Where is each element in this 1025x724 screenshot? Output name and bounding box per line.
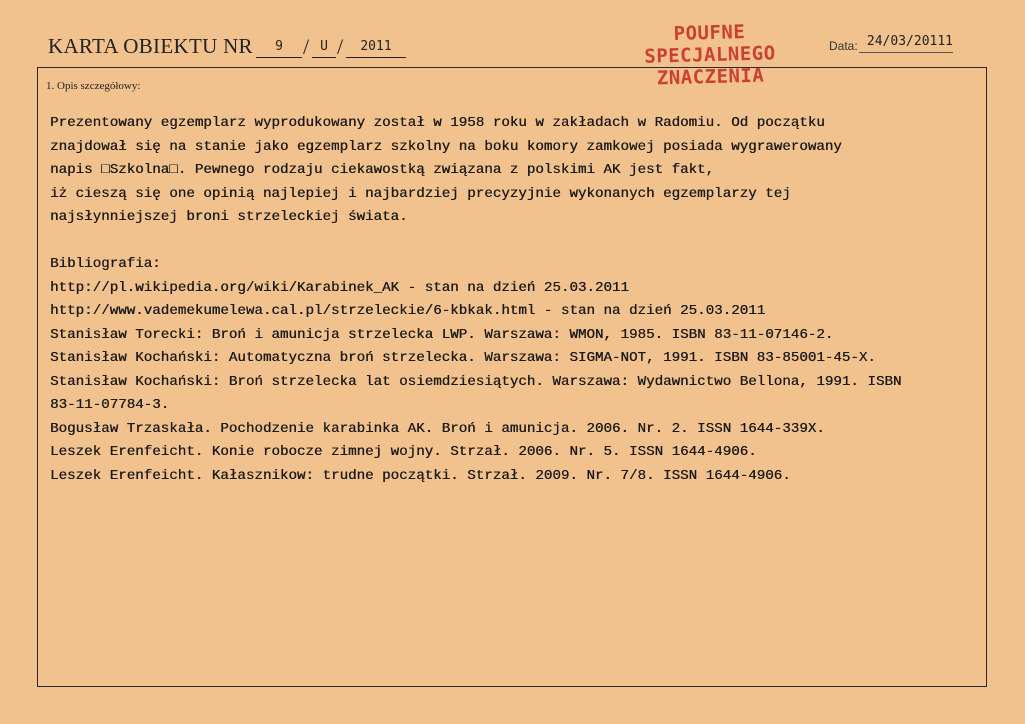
description-line: znajdował się na stanie jako egzemplarz szkolny na boku komory zamkowej posiada wygrawerowany [50,138,842,155]
bibliography-entry: Stanisław Kochański: Automatyczna broń strzelecka. Warszawa: SIGMA-NOT, 1991. ISBN 83-85001-45-X. [50,350,876,366]
card-title: KARTA OBIEKTU NR [48,34,253,58]
object-year-field[interactable]: 2011 [346,37,406,58]
code-separator: / [337,34,344,59]
date-label: Data: [829,39,858,53]
bibliography-entry: Bogusław Trzaskała. Pochodzenie karabinka AK. Broń i amunicja. 2006. Nr. 2. ISSN 1644-339X. [50,420,825,437]
bibliography-entry: Leszek Erenfeicht. Konie robocze zimnej wojny. Strzał. 2006. Nr. 5. ISSN 1644-4906. [50,444,757,460]
stamp-line: ZNACZENIA [656,64,765,90]
bibliography-entry: 83-11-07784-3. [50,397,170,413]
date-field[interactable]: 24/03/20111 [859,32,953,53]
stamp-line: SPECJALNEGO [644,42,776,68]
description-card [37,67,987,687]
object-number-field[interactable]: 9 [256,37,302,58]
bibliography-entry: Stanisław Kochański: Broń strzelecka lat osiemdziesiątych. Warszawa: Wydawnictwo Bellona, 1991. ISBN [50,373,902,390]
number-separator: / [303,34,310,59]
paragraph-spacer [50,230,975,254]
bibliography-entry: Stanisław Torecki: Broń i amunicja strzelecka LWP. Warszawa: WMON, 1985. ISBN 83-11-07146-2. [50,326,834,343]
bibliography-heading: Bibliografia: [50,256,161,272]
section-label: 1. Opis szczegółowy: [46,80,141,92]
stamp-line: POUFNE [673,21,746,45]
description-line: Prezentowany egzemplarz wyprodukowany został w 1958 roku w zakładach w Radomiu. Od początku [50,115,825,131]
description-line: iż cieszą się one opinią najlepiej i najbardziej precyzyjnie wykonanych egzemplarzy tej [50,185,791,202]
description-content [50,112,975,488]
bibliography-entry: http://www.vademekumelewa.cal.pl/strzeleckie/6-kbkak.html - stan na dzień 25.03.2011 [50,303,766,319]
bibliography-entry: http://pl.wikipedia.org/wiki/Karabinek_AK - stan na dzień 25.03.2011 [50,279,629,296]
description-line: napis □Szkolna□. Pewnego rodzaju ciekawostką związana z polskimi AK jest fakt, [50,162,715,178]
object-code-field[interactable]: U [312,37,336,58]
description-line: najsłynniejszej broni strzeleckiej świata. [50,209,408,225]
bibliography-entry: Leszek Erenfeicht. Kałasznikow: trudne początki. Strzał. 2009. Nr. 7/8. ISSN 1644-4906. [50,467,791,484]
